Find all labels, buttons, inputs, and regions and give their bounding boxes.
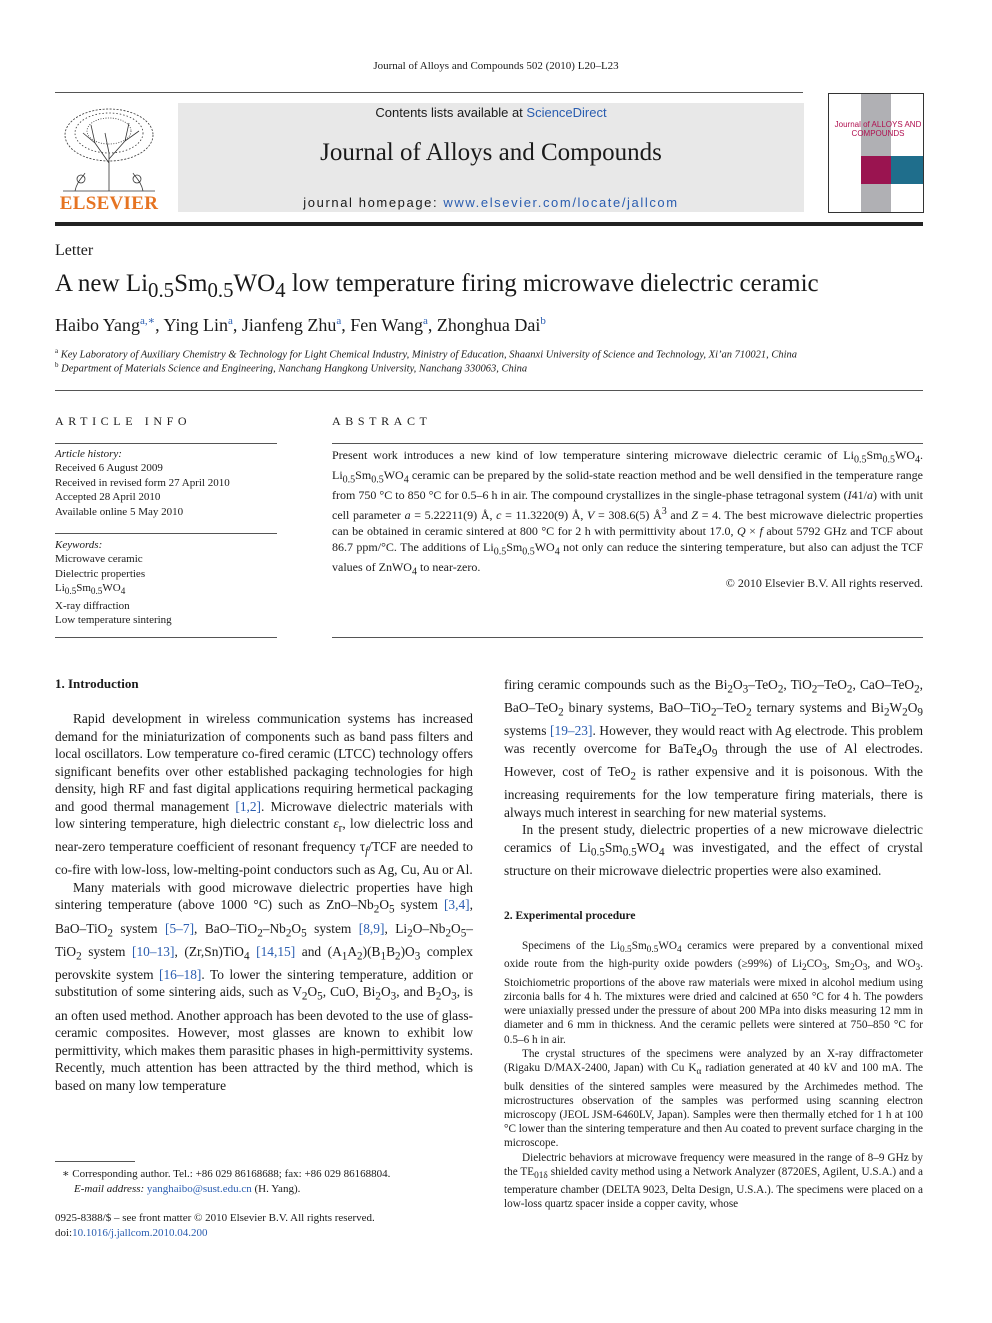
intro-heading: 1. Introduction: [55, 676, 139, 691]
abstract-rule-top: [332, 443, 923, 444]
email-link[interactable]: yanghaibo@sust.edu.cn: [146, 1182, 252, 1195]
journal-citation: Journal of Alloys and Compounds 502 (2010) L20–L23: [373, 60, 619, 72]
doi-line: [55, 1226, 375, 1241]
homepage-link[interactable]: www.elsevier.com/locate/jallcom: [443, 195, 679, 210]
elsevier-tree-icon: [55, 103, 163, 195]
footnote-rule: [55, 1161, 135, 1162]
homepage-prefix: journal homepage:: [303, 195, 444, 210]
intro-paragraph-2: Many materials with good microwave dielectric properties have high sintering temperature (above 1000 °C) such as ZnO–$Nb_2O_5$ system [3,4], BaO–TiO$_2$ system [5–7], BaO–$TiO_2-Nb_2O_5$ system [8,9], $Li_2O-Nb_2O_5-TiO_2$ system [10–13], (Zr,Sn)TiO$_4$ [14,15] and $(A_1A_2)(B_1B_2)O_3$ complex perovskite system [16–18]. To lower the sintering temperature, addition or substitution of some sintering aids, such as $V_2O_5$, CuO, $Bi_2O_3$, and $B_2O_3$, is an often used method. Another approach has been devoted to the use of glass-ceramic composites. However, most glasses are known to exhibit low permittivity, which makes them parasitic phases in high-permittivity systems. Recently, much attention has been attracted by the third method, which is based on many low temperature: [55, 879, 473, 1093]
history-accepted: Accepted 28 April 2010: [55, 491, 161, 504]
email-line: [62, 1182, 390, 1197]
cover-block-magenta: [861, 156, 891, 184]
intro-paragraph-3: firing ceramic compounds such as the $Bi_2O_3-TeO_2$, TiO$_2$–TeO$_2$, CaO–TeO$_2$, BaO–TeO$_2$ binary systems, BaO–TiO$_2$–TeO$_2$ ternary systems and $Bi_2W_2O_9$ systems [19–23]. However, they would react with Ag electrode. This problem was recently overcome for $BaTe_4O_9$ through the use of Al electrodes. However, cost of TeO$_2$ is rather expensive and it is poisonous. With the increasing requirements for the low temperature firing materials, there is always much interest in searching for new material systems.: [504, 677, 923, 820]
keywords-label: Keywords:: [55, 539, 103, 551]
left-column: [55, 710, 473, 1094]
email-label: E-mail address:: [74, 1182, 147, 1195]
email-suffix: (H. Yang).: [251, 1182, 301, 1195]
experimental-paragraph-3: Dielectric behaviors at microwave frequency were measured in the range of 8–9 GHz by the $TE_{01\delta}$ shielded cavity method using a Network Analyzer (8720ES, Agilent, U.S.A.) and a temperature chamber (DELTA 9023, Delta Design, U.S.A.). The specimens were placed on a low-loss quartz spacer inside a copper cavity, whose: [504, 1151, 923, 1211]
copyright-notice: © 2010 Elsevier B.V. All rights reserved.: [725, 576, 923, 590]
history-received: Received 6 August 2009: [55, 462, 163, 475]
history-revised: Received in revised form 27 April 2010: [55, 476, 230, 489]
corresponding-author-line: ∗ Corresponding author. Tel.: +86 029 86168688; fax: +86 029 86168804.: [62, 1168, 391, 1180]
intro-paragraph-4: In the present study, dielectric properties of a new microwave dielectric ceramics of $Li_{0.5}Sm_{0.5}WO_4$ was investigated, and the effect of crystal structure on their microwave dielectric properties were also examined.: [504, 822, 923, 878]
history-label: Article history:: [55, 448, 122, 460]
doi-link[interactable]: 10.1016/j.jallcom.2010.04.200: [72, 1226, 208, 1239]
journal-banner: [178, 103, 804, 212]
front-matter: [55, 1211, 375, 1240]
history-online: Available online 5 May 2010: [55, 505, 184, 518]
sciencedirect-link[interactable]: ScienceDirect: [526, 105, 607, 120]
experimental-paragraph-1: Specimens of the $Li_{0.5}Sm_{0.5}WO_4$ ceramics were prepared by a conventional mixed oxide route from the high-purity oxide powders (≥99%) of $Li_2CO_3$, $Sm_2O_3$, and $WO_3$. Stoichiometric proportions of the above raw materials were mixed in alcohol medium using zirconia balls for 4 h. The mixtures were dried and calcined at 650 °C for 4 h. The powders were uniaxially pressed under the pressure of about 200 MPa into disks measuring 12 mm in diameter and 6 mm in thickness. And the ceramic pellets were sintered at 750–850 °C for 0.5–6 h in air.: [504, 940, 923, 1046]
keyword-item: Low temperature sintering: [55, 614, 172, 627]
cover-stripe-grey: [861, 94, 891, 212]
keyword-item: Dielectric properties: [55, 567, 146, 580]
header-rule: [55, 92, 803, 93]
keyword-item: X-ray diffraction: [55, 599, 130, 612]
keyword-item: $Li_{0.5}Sm_{0.5}WO_4$: [55, 582, 126, 597]
intro-paragraph-1: Rapid development in wireless communication systems has increased demand for the miniaturization of components such as band pass filters and local oscillators. Low temperature co-fired ceramic (LTCC) technology offers significant benefits over other established packaging technologies for high density, high RF and fast digital applications requiring hermetical packaging and good thermal management [1,2]. Microwave dielectric materials with low sintering temperature, high dielectric constant $\varepsilon_r$, low dielectric loss and near-zero temperature coefficient of resonant frequency $\tau_f$/TCF are needed to co-fire with low-loss, low-melting-point conductors such as Ag, Cu, Au or Al.: [55, 711, 473, 878]
right-column: [504, 676, 923, 879]
experimental-text: [504, 939, 923, 1212]
abstract-heading: ABSTRACT: [332, 414, 432, 428]
cover-block-teal: [891, 156, 923, 184]
abstract-text: Present work introduces a new kind of low temperature sintering microwave dielectric ceramic of $Li_{0.5}Sm_{0.5}WO_4$. $Li_{0.5}Sm_{0.5}WO_4$ ceramic can be prepared by the solid-state reaction method and be well densified in the temperature range from 750 °C to 850 °C for 0.5–6 h in air. The compound crystallizes in the single-phase tetragonal system (I41/a) with unit cell parameter a = 5.22211(9) Å, c = 11.3220(9) Å, V = 308.6(5) $Å^3$ and Z = 4. The best microwave dielectric properties can be obtained in ceramic sintered at 800 °C for 2 h with permittivity about 17.0, Q × f about 5792 GHz and TCF about 86.7 ppm/°C. The additions of $Li_{0.5}Sm_{0.5}WO_4$ not only can reduce the sintering temperature, but also can adjust the TCF values of ZnWO$_4$ to near-zero.: [332, 448, 924, 578]
elsevier-wordmark: ELSEVIER: [59, 193, 159, 214]
cover-title: Journal of ALLOYS AND COMPOUNDS: [834, 120, 922, 138]
experimental-heading: 2. Experimental procedure: [504, 910, 636, 922]
article-history: [55, 447, 277, 519]
journal-name: Journal of Alloys and Compounds: [320, 139, 662, 166]
article-title: A new $Li_{0.5}Sm_{0.5}WO_4$ low temperature firing microwave dielectric ceramic: [55, 270, 819, 302]
journal-cover-thumbnail: [828, 93, 924, 213]
issn-line: 0925-8388/$ – see front matter © 2010 Elsevier B.V. All rights reserved.: [55, 1212, 375, 1224]
article-type: Letter: [55, 242, 94, 259]
info-rule-3: [55, 637, 277, 638]
info-rule-2: [55, 533, 277, 534]
corresponding-author-note: [62, 1167, 390, 1196]
abstract-rule-bottom: [332, 637, 923, 638]
header-thick-rule: [55, 222, 923, 226]
info-rule-1: [55, 443, 277, 444]
contents-line: [178, 105, 804, 120]
journal-homepage: [178, 195, 804, 210]
affiliation-a: $^a$ Key Laboratory of Auxiliary Chemistry & Technology for Light Chemical Industry, Ministry of Education, Shaanxi University of Science and Technology, Xi’an 710021, China: [55, 347, 798, 361]
title-divider: [55, 390, 923, 391]
author-list: Haibo Yang$^{a,∗}$, Ying Lin$^a$, Jianfeng Zhu$^a$, Fen Wang$^a$, Zhonghua Dai$^b$: [55, 315, 546, 335]
elsevier-logo: [55, 103, 163, 213]
keyword-item: Microwave ceramic: [55, 553, 143, 566]
keywords: [55, 538, 277, 628]
doi-label: doi:: [55, 1226, 73, 1239]
experimental-paragraph-2: The crystal structures of the specimens were analyzed by an X-ray diffractometer (Rigaku D/MAX-2400, Japan) with Cu $K_\alpha$ radiation generated at 40 kV and 100 mA. The bulk densities of the sintered samples were measured by the Archimedes method. The microstructures observation of the samples was performed using scanning electron microscopy (JEOL JSM-6460LV, Japan). Samples were then thermally etched for 1 h at 100 °C lower than the sintering temperature and then Au coated to prevent surface charging in the microscope.: [504, 1047, 923, 1150]
affiliation-b: $^b$ Department of Materials Science and Engineering, Nanchang Hangkong University, Nanchang 330063, China: [55, 361, 528, 375]
article-info-heading: ARTICLE INFO: [55, 414, 192, 428]
contents-prefix: Contents lists available at: [375, 105, 527, 120]
